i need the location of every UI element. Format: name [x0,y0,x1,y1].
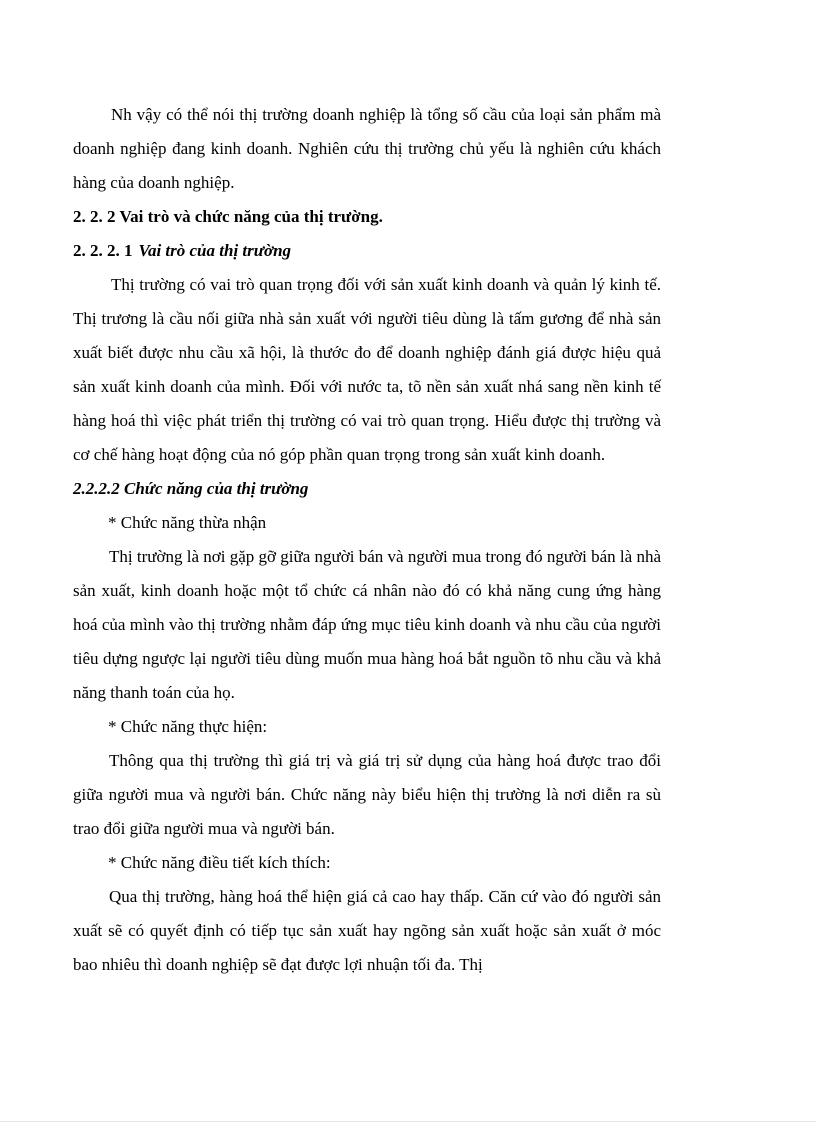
paragraph-recognition: Thị trường là nơi gặp gỡ giữa người bán và người mua trong đó người bán là nhà sản xuất, kinh doanh hoặc một tổ chức cá nhân nào đó có khả năng cung ứng hàng hoá của mình vào thị trường nhằm đáp ứng mục tiêu kinh doanh và nhu cầu của người tiêu dựng ngược lại người tiêu dùng muốn mua hàng hoá bắt nguồn tõ nhu cầu và khả năng thanh toán của họ. [73,547,661,702]
bullet-regulation: * Chức năng điều tiết kích thích: [108,853,331,872]
paragraph-intro: Nh vậy có thể nói thị trường doanh nghiệp là tổng số cầu của loại sản phẩm mà doanh nghiệp đang kinh doanh. Nghiên cứu thị trường chủ yếu là nghiên cứu khách hàng của doanh nghiệp. [73,105,661,192]
page-bottom-border [0,1121,816,1122]
paragraph-realization: Thông qua thị trường thì giá trị và giá trị sử dụng của hàng hoá được trao đổi giữa người mua và người bán. Chức năng này biểu hiện thị trường là nơi diễn ra sù trao đổi giữa người mua và người bán. [73,751,661,838]
heading-title: Vai trò của thị trường [138,241,292,260]
section-heading-2-2-2-2: 2.2.2.2 Chức năng của thị trường [73,479,309,498]
section-heading-2-2-2-1 [73,234,661,268]
section-heading-2-2-2: 2. 2. 2 Vai trò và chức năng của thị trường. [73,207,383,226]
bullet-recognition: * Chức năng thừa nhận [108,513,267,532]
document-page [73,98,661,982]
paragraph-regulation: Qua thị trường, hàng hoá thể hiện giá cả cao hay thấp. Căn cứ vào đó người sản xuất sẽ có quyết định có tiếp tục sản xuất hay ngõng sản xuất hoặc sản xuất ở móc bao nhiêu thì doanh nghiệp sẽ đạt được lợi nhuận tối đa. Thị [73,887,661,974]
paragraph-role: Thị trường có vai trò quan trọng đối với sản xuất kinh doanh và quản lý kinh tế. Thị trương là cầu nối giữa nhà sản xuất với người tiêu dùng là tấm gương để nhà sản xuất biết được nhu cầu xã hội, là thước đo để doanh nghiệp đánh giá được hiệu quả sản xuất kinh doanh của mình. Đối với nước ta, tõ nền sản xuất nhá sang nền kinh tế hàng hoá thì việc phát triển thị trường có vai trò quan trọng. Hiểu được thị trường và cơ chế hàng hoạt động của nó góp phần quan trọng trong sản xuất kinh doanh. [73,275,661,464]
bullet-realization: * Chức năng thực hiện: [108,717,268,736]
heading-number: 2. 2. 2. 1 [73,241,133,260]
